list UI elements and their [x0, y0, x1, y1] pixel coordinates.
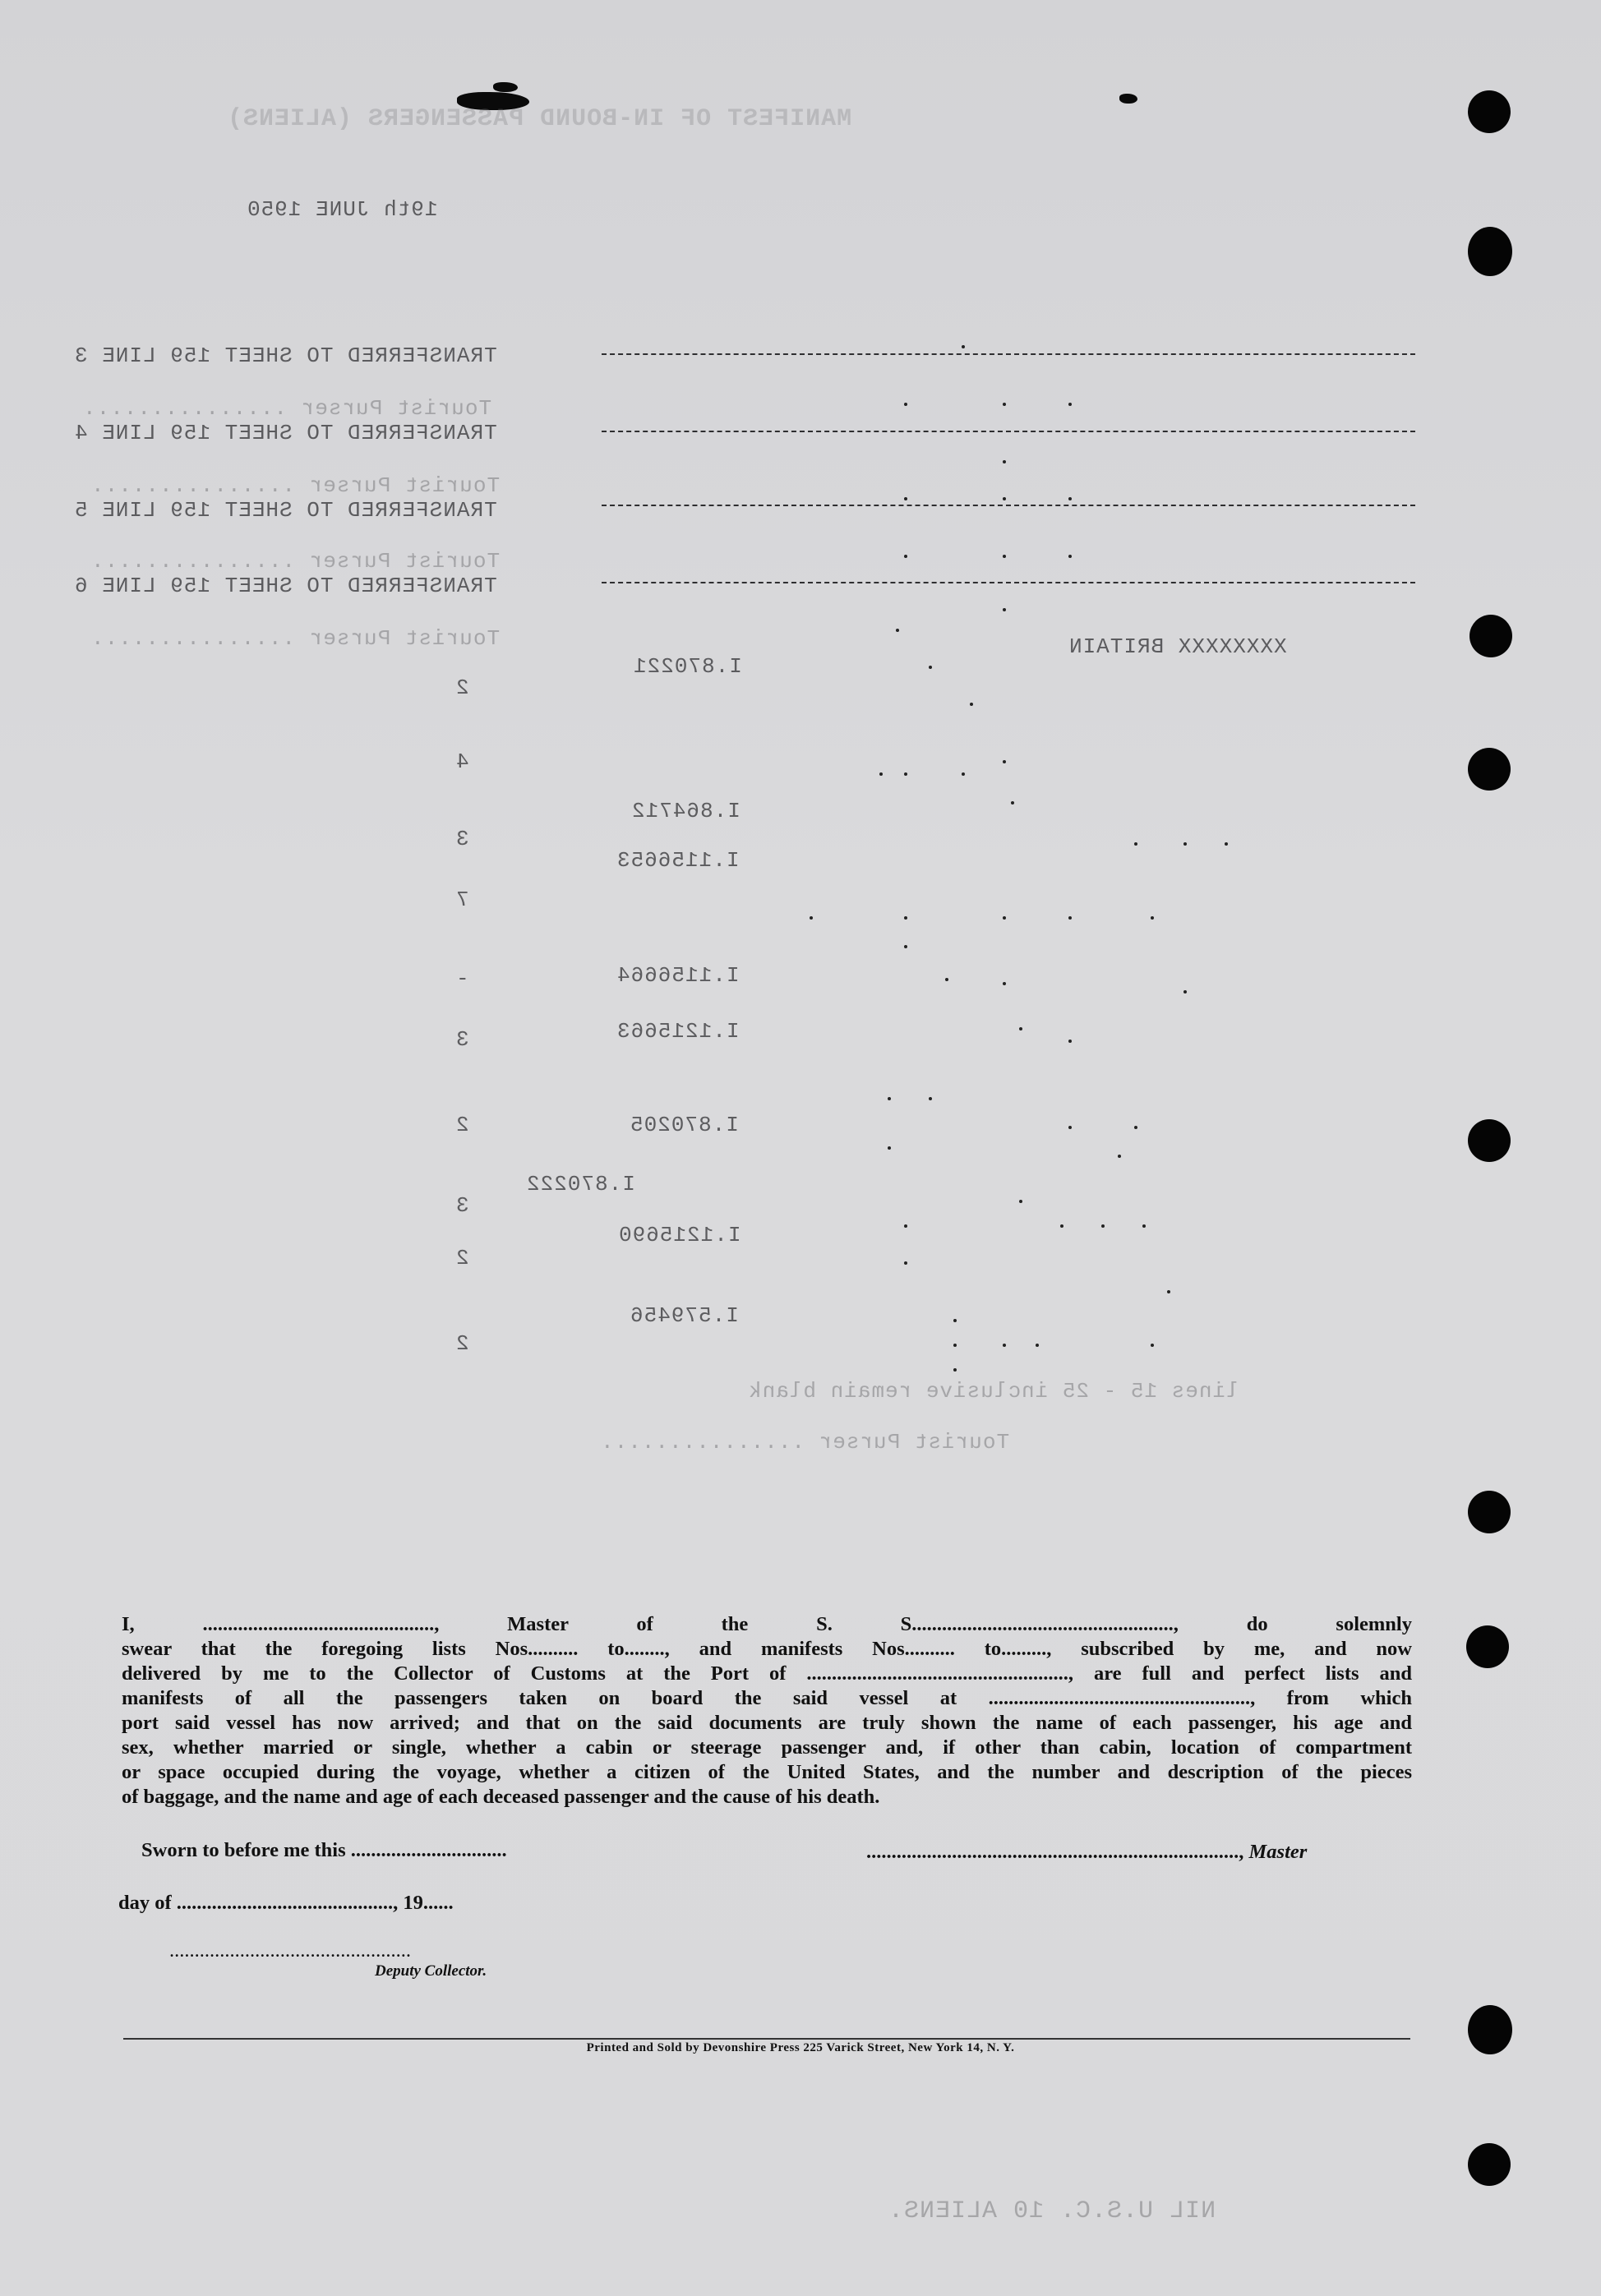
bleed-dot: [953, 1319, 957, 1322]
bleed-dot: [1003, 555, 1006, 558]
ghost-purser-label: Tourist Purser: [308, 626, 501, 651]
bleed-dot: [1183, 842, 1187, 846]
bleed-dot: [904, 403, 907, 406]
ghost-purser-dots: ...............: [90, 626, 296, 651]
bleed-dot: [1003, 497, 1006, 500]
printer-credit: Printed and Sold by Devonshire Press 225 Varick Street, New York 14, N. Y.: [586, 2041, 1015, 2054]
bleed-dot: [1068, 497, 1072, 500]
ghost-purser-dots: ...............: [90, 473, 296, 498]
ghost-purser-3: [90, 549, 500, 574]
master-blank: ..........................................................................,: [866, 1841, 1244, 1863]
ghost-code: 3: [455, 1027, 469, 1052]
ghost-code: 7: [455, 888, 469, 912]
year-blank: ......: [422, 1892, 454, 1914]
ghost-purser-dots: ...............: [600, 1430, 805, 1455]
bleed-dot: [1151, 916, 1154, 920]
bleed-dot: [904, 1261, 907, 1265]
ghost-transfer-3: TRANSFERRED TO SHEET 159 LINE 5: [74, 498, 497, 523]
day-blank: ...........................................,: [176, 1892, 399, 1914]
binder-hole: [1468, 1119, 1511, 1162]
bleed-dot: [962, 345, 965, 348]
bleed-dot: [1003, 403, 1006, 406]
transfer-rule: [602, 582, 1415, 583]
bleed-dot: [888, 1146, 891, 1150]
bleed-dot: [1225, 842, 1228, 846]
binder-hole: [1468, 1491, 1511, 1533]
ghost-purser-bottom: [600, 1430, 1009, 1455]
deputy-blank: ................................................: [169, 1939, 411, 1962]
bleed-dot: [1019, 1200, 1022, 1203]
ghost-cert: I.1156653: [616, 848, 740, 873]
binder-hole: [1468, 227, 1512, 276]
transfer-rule: [602, 431, 1415, 432]
bleed-dot: [1068, 1040, 1072, 1043]
ghost-purser-2: [90, 473, 500, 498]
bleed-dot: [1134, 842, 1137, 846]
bleed-dot: [1003, 982, 1006, 985]
bleed-dot: [888, 1097, 891, 1100]
oath-line: manifests of all the passengers taken on board the said vessel at ...................................................., from which: [122, 1687, 1412, 1709]
bleed-dot: [929, 666, 932, 669]
master-label: Master: [1248, 1841, 1308, 1863]
ghost-purser-dots: ...............: [82, 396, 288, 421]
deputy-blank-line: [169, 1939, 411, 1962]
deputy-collector-label: [375, 1962, 487, 1980]
bleed-dot: [1183, 990, 1187, 994]
bleed-dot: [953, 1344, 957, 1347]
bleed-dot: [904, 772, 907, 776]
oath-line: I, .............................................., Master of the S. S...................................................., do solemnly: [122, 1613, 1412, 1635]
ghost-date: 19th JUNE 1950: [247, 197, 438, 222]
ghost-purser-4: [90, 626, 500, 651]
bleed-dot: [896, 629, 899, 632]
ghost-transfer-1: TRANSFERRED TO SHEET 159 LINE 3: [74, 343, 497, 368]
bleed-dot: [904, 945, 907, 948]
bleed-dot: [929, 1097, 932, 1100]
ghost-cert: I.1215690: [618, 1223, 741, 1247]
footer-rule: [123, 2038, 1410, 2040]
ghost-code: -: [455, 966, 469, 991]
ghost-purser-1: [82, 396, 491, 421]
ghost-bottom-note: NIL U.S.C. 10 ALIENS.: [888, 2197, 1216, 2225]
oath-line: delivered by me to the Collector of Customs at the Port of ...................................................., are full and perfect lists and: [122, 1662, 1412, 1685]
bleed-dot: [1003, 916, 1006, 920]
day-label: day of: [118, 1892, 172, 1914]
bleed-dot: [1118, 1155, 1121, 1158]
oath-line: or space occupied during the voyage, whether a citizen of the United States, and the number and description of the pieces: [122, 1761, 1412, 1783]
ghost-cert: I.864712: [631, 799, 741, 823]
ghost-nationality: XXXXXXXX BRITAIN: [1068, 634, 1287, 659]
sworn-blank: ...............................: [350, 1839, 507, 1861]
ghost-code: 2: [455, 1246, 469, 1270]
sworn-line: [141, 1839, 507, 1862]
ghost-purser-label: Tourist Purser: [818, 1430, 1010, 1455]
binder-hole: [1468, 90, 1511, 133]
binder-hole: [1466, 1625, 1509, 1668]
day-line: [118, 1892, 454, 1915]
paper-tear: [493, 82, 518, 92]
bleed-dot: [1068, 1126, 1072, 1129]
bleed-dot: [1060, 1224, 1063, 1228]
bleed-dot: [1003, 460, 1006, 463]
bleed-dot: [945, 978, 948, 981]
oath-line: of baggage, and the name and age of each deceased passenger and the cause of his death.: [122, 1786, 880, 1808]
bleed-dot: [1068, 916, 1072, 920]
ghost-code: 2: [455, 675, 469, 700]
oath-line: sex, whether married or single, whether a cabin or steerage passenger and, if other than cabin, location of compartment: [122, 1736, 1412, 1759]
binder-hole: [1468, 748, 1511, 791]
ghost-code: 2: [455, 1331, 469, 1356]
oath-paragraph: [122, 1612, 1412, 1810]
ghost-purser-dots: ...............: [90, 549, 296, 574]
bleed-dot: [953, 1368, 957, 1372]
bleed-dot: [1101, 1224, 1105, 1228]
bleed-dot: [810, 916, 813, 920]
binder-hole: [1468, 2143, 1511, 2186]
bleed-dot: [1068, 403, 1072, 406]
bleed-dot: [962, 772, 965, 776]
bleed-dot: [904, 497, 907, 500]
ghost-cert: I.1156664: [616, 963, 740, 988]
bleed-dot: [904, 1224, 907, 1228]
bleed-dot: [1003, 608, 1006, 611]
ghost-transfer-4: TRANSFERRED TO SHEET 159 LINE 6: [74, 574, 497, 598]
ghost-purser-label: Tourist Purser: [308, 473, 501, 498]
oath-line: swear that the foregoing lists Nos.......... to........, and manifests Nos.......... to........., subscribed by me, and now: [122, 1638, 1412, 1660]
bleed-dot: [1142, 1224, 1146, 1228]
ghost-purser-label: Tourist Purser: [308, 549, 501, 574]
bleed-dot: [1003, 1344, 1006, 1347]
ghost-cert: I.1215663: [616, 1019, 740, 1044]
year-label: 19: [403, 1892, 423, 1914]
ghost-cert: I.870205: [630, 1113, 739, 1137]
bleed-dot: [970, 703, 973, 706]
binder-hole: [1470, 615, 1512, 657]
bleed-dot: [1167, 1290, 1170, 1293]
ghost-purser-label: Tourist Purser: [300, 396, 492, 421]
ghost-code: 3: [455, 827, 469, 851]
bleed-dot: [1068, 555, 1072, 558]
sworn-label: Sworn to before me this: [141, 1839, 346, 1861]
ghost-cert: I.870222: [526, 1172, 635, 1196]
bleed-dot: [879, 772, 883, 776]
bleed-dot: [1019, 1027, 1022, 1030]
ghost-cert: I.870221: [633, 654, 742, 679]
transfer-rule: [602, 353, 1415, 355]
ghost-header-title: MANIFEST OF IN-BOUND PASSENGERS (ALIENS): [227, 105, 852, 133]
ghost-code: 2: [455, 1113, 469, 1137]
ghost-transfer-2: TRANSFERRED TO SHEET 159 LINE 4: [74, 421, 497, 445]
transfer-rule: [602, 505, 1415, 506]
ghost-remain-blank: lines 15 - 25 inclusive remain blank: [748, 1379, 1239, 1404]
ghost-cert: I.579456: [630, 1303, 739, 1328]
paper-tear: [1119, 94, 1137, 104]
bleed-dot: [1036, 1344, 1039, 1347]
oath-line: port said vessel has now arrived; and that on the said documents are truly shown the name of each passenger, his age and: [122, 1712, 1412, 1734]
bleed-dot: [904, 916, 907, 920]
bleed-dot: [1011, 801, 1014, 805]
master-signature-line: [866, 1841, 1307, 1864]
bleed-dot: [1134, 1126, 1137, 1129]
deputy-label: Deputy Collector.: [375, 1962, 487, 1980]
bleed-dot: [904, 555, 907, 558]
ghost-code: 4: [455, 749, 469, 774]
bleed-dot: [1151, 1344, 1154, 1347]
ghost-code: 3: [455, 1193, 469, 1218]
bleed-dot: [1003, 760, 1006, 763]
